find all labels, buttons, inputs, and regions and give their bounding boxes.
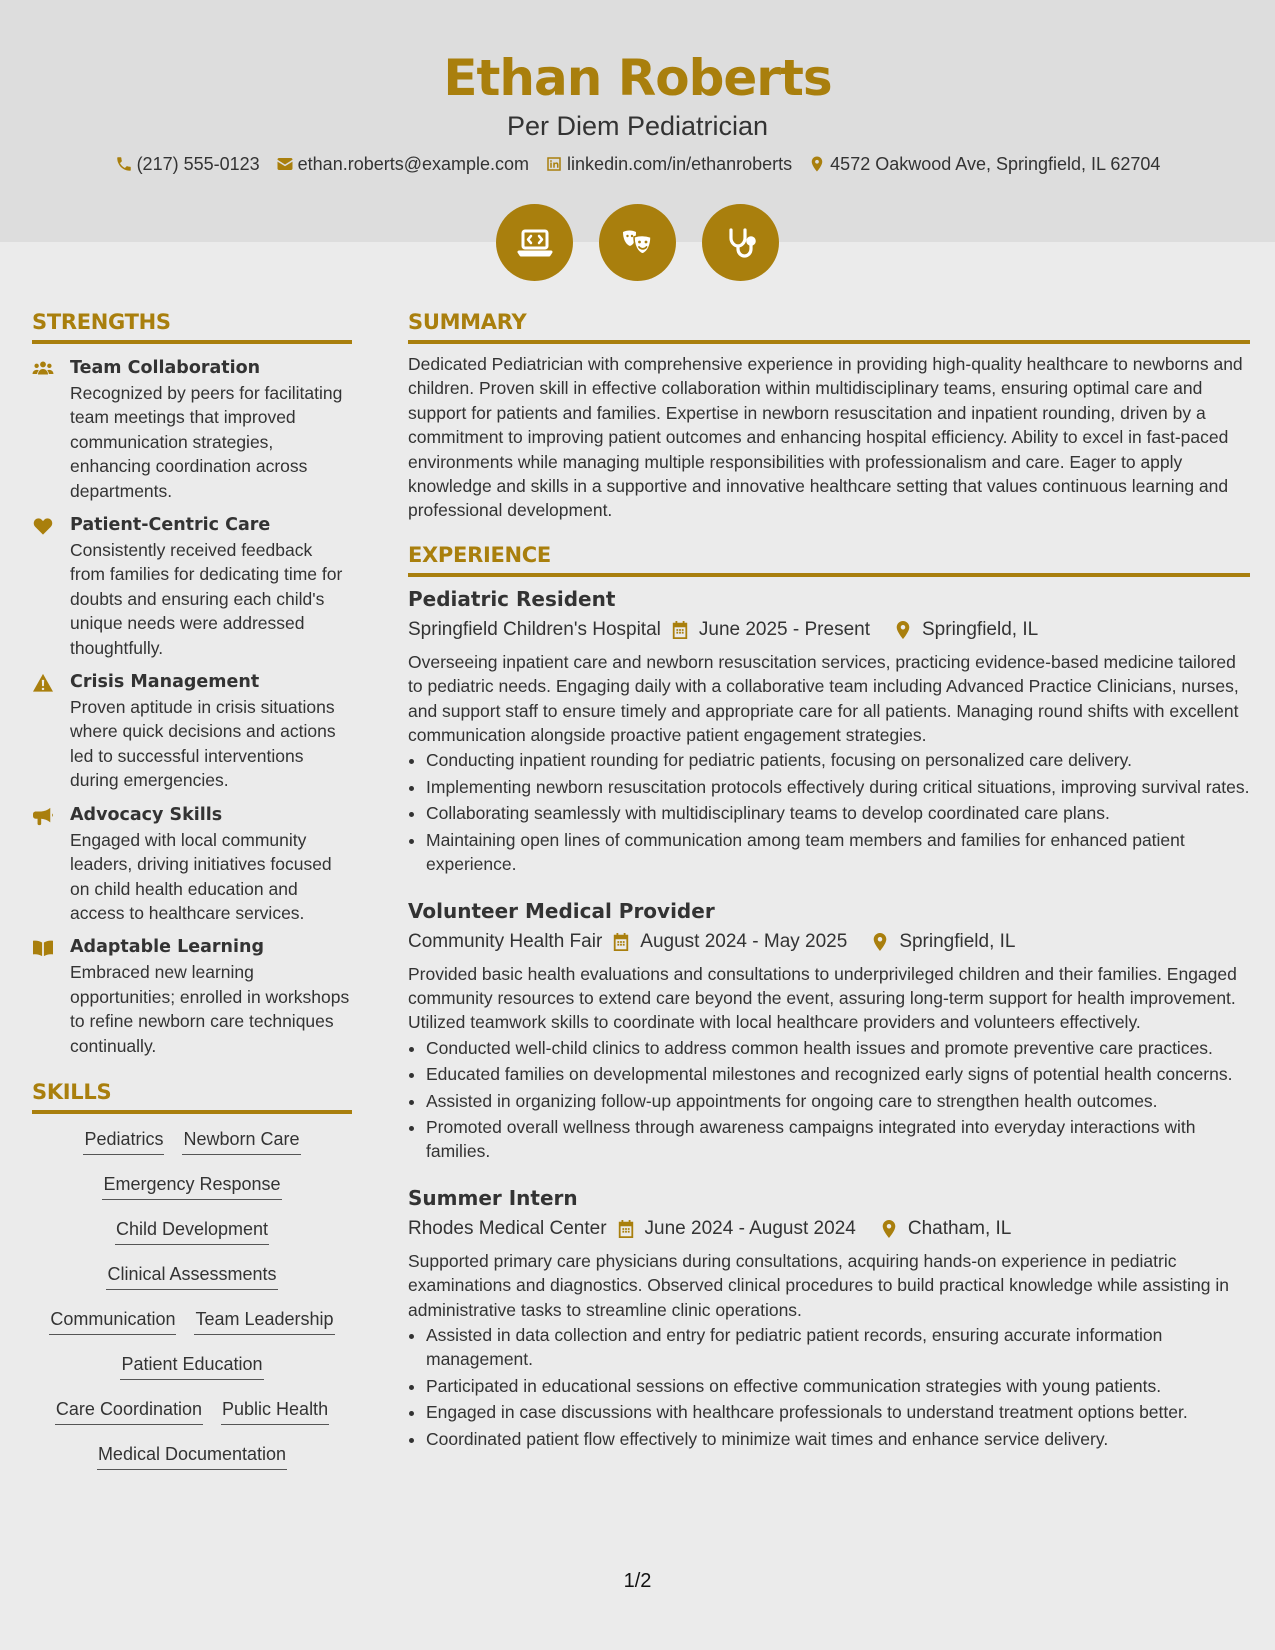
- job-bullet: • Educated families on developmental milestones and recognized early signs of potential health concerns.: [426, 1062, 1250, 1086]
- summary-text: Dedicated Pediatrician with comprehensive experience in providing high-quality healthcare to newborns and children. Proven skill in effective collaboration within multidisciplinary teams, ensuring optimal care and support for patients and families. Expertise in newborn resuscitation and inpatient rounding, driven by a commitment to improving patient outcomes and enhancing hospital efficiency. Ability to excel in fast-paced environments while managing multiple responsibilities with professionalism and care. Eager to apply knowledge and skills in a supportive and innovative healthcare setting that values continuous learning and professional development.: [408, 354, 1243, 521]
- job-org: Community Health Fair: [408, 930, 603, 952]
- strength-item: [32, 803, 352, 926]
- linkedin-icon: [545, 155, 563, 173]
- job-dates: August 2024 - May 2025: [640, 930, 848, 952]
- contact-email[interactable]: [276, 151, 529, 177]
- job-meta: [408, 928, 1250, 956]
- theater-masks-icon: [618, 223, 658, 263]
- job-description: Supported primary care physicians during consultations, acquiring hands-on experience in pediatric examinations and diagnostics. Observed clinical procedures to build practical knowledge while assisting in administrative tasks to streamline clinic operations.: [408, 1250, 1229, 1320]
- skill-tag: Clinical Assessments: [106, 1261, 277, 1290]
- job-bullet: • Collaborating seamlessly with multidisciplinary teams to develop coordinated care plans.: [426, 801, 1250, 825]
- phone-icon: [115, 155, 133, 173]
- contact-phone-text: (217) 555-0123: [136, 154, 260, 174]
- stethoscope-badge: [702, 204, 779, 281]
- contact-address-text: 4572 Oakwood Ave, Springfield, IL 62704: [830, 154, 1161, 174]
- strengths-heading: STRENGTHS: [32, 308, 352, 344]
- left-column: [32, 308, 352, 1470]
- skill-tag: Newborn Care: [182, 1126, 300, 1155]
- envelope-icon: [276, 155, 294, 173]
- job-bullet: • Engaged in case discussions with healthcare professionals to understand treatment options better.: [426, 1400, 1250, 1424]
- skill-tag: Care Coordination: [55, 1396, 203, 1425]
- skill-tag: Communication: [49, 1306, 176, 1335]
- calendar-icon: [617, 1219, 635, 1239]
- strengths-list: [32, 356, 352, 1058]
- map-pin-icon: [894, 620, 912, 640]
- candidate-title: Per Diem Pediatrician: [506, 111, 769, 141]
- contact-bar: [0, 151, 1275, 177]
- job-location: Springfield, IL: [922, 618, 1039, 640]
- job-bullet: • Participated in educational sessions on effective communication strategies with young patients.: [426, 1374, 1250, 1398]
- contact-address: [808, 151, 1160, 177]
- laptop-code-icon: [515, 223, 555, 263]
- skill-tag: Emergency Response: [102, 1171, 281, 1200]
- contact-linkedin[interactable]: [545, 151, 792, 177]
- strength-item: [32, 670, 352, 793]
- stethoscope-icon: [721, 223, 761, 263]
- contact-linkedin-text: linkedin.com/in/ethanroberts: [567, 154, 793, 174]
- job-bullet: • Assisted in organizing follow-up appointments for ongoing care to strengthen health outcomes.: [426, 1089, 1250, 1113]
- job-role: Volunteer Medical Provider: [408, 898, 715, 923]
- skills-list: [32, 1126, 352, 1470]
- calendar-icon: [612, 932, 630, 952]
- icon-badges: [0, 204, 1275, 281]
- strength-item: [32, 356, 352, 503]
- book-icon: [32, 938, 54, 958]
- map-pin-icon: [880, 1219, 898, 1239]
- strength-title: Adaptable Learning: [70, 937, 264, 958]
- theater-masks-badge: [599, 204, 676, 281]
- job-meta: [408, 616, 1250, 644]
- right-column: [408, 308, 1250, 1453]
- job-dates: June 2025 - Present: [698, 618, 870, 640]
- skill-tag: Team Leadership: [194, 1306, 334, 1335]
- strength-title: Patient-Centric Care: [70, 515, 271, 536]
- job-bullet: • Coordinated patient flow effectively to minimize wait times and enhance service delivery.: [426, 1427, 1250, 1451]
- job-role: Summer Intern: [408, 1185, 578, 1210]
- strength-item: [32, 513, 352, 660]
- candidate-name: Ethan Roberts: [443, 49, 832, 107]
- job-dates: June 2024 - August 2024: [644, 1217, 856, 1239]
- skill-tag: Child Development: [115, 1216, 269, 1245]
- strength-item: [32, 935, 352, 1058]
- job-description: Provided basic health evaluations and consultations to underprivileged children and their families. Engaged community resources to extend care beyond the event, assuring long-term support for health improvement. Utilized teamwork skills to coordinate with local healthcare providers and volunteers effectively.: [408, 963, 1237, 1033]
- job-bullet: • Conducting inpatient rounding for pediatric patients, focusing on personalized care delivery.: [426, 748, 1250, 772]
- strength-title: Crisis Management: [70, 672, 260, 693]
- job-entry: [408, 1184, 1250, 1451]
- skills-heading: SKILLS: [32, 1078, 352, 1114]
- skill-tag: Pediatrics: [83, 1126, 164, 1155]
- strength-desc: Engaged with local community leaders, driving initiatives focused on child health education and access to healthcare services.: [70, 829, 332, 923]
- laptop-code-badge: [496, 204, 573, 281]
- strength-title: Advocacy Skills: [70, 804, 223, 825]
- heart-icon: [32, 516, 54, 536]
- page-number: 1/2: [623, 1570, 652, 1592]
- job-entry: [408, 585, 1250, 877]
- warning-icon: [32, 673, 54, 693]
- job-location: Springfield, IL: [899, 930, 1016, 952]
- job-bullets: [408, 748, 1250, 876]
- contact-email-text: ethan.roberts@example.com: [297, 154, 530, 174]
- job-bullets: [408, 1036, 1250, 1164]
- contact-phone[interactable]: [115, 151, 260, 177]
- strength-title: Team Collaboration: [70, 358, 261, 378]
- job-bullet: • Conducted well-child clinics to address common health issues and promote preventive care practices.: [426, 1036, 1250, 1060]
- strength-desc: Proven aptitude in crisis situations where quick decisions and actions led to successful interventions during emergencies.: [70, 697, 336, 791]
- job-location: Chatham, IL: [907, 1217, 1012, 1239]
- job-bullet: • Promoted overall wellness through awareness campaigns integrated into everyday interactions with families.: [426, 1115, 1250, 1164]
- job-bullet: • Assisted in data collection and entry for pediatric patient records, ensuring accurate information management.: [426, 1323, 1250, 1372]
- summary-heading: SUMMARY: [408, 308, 1250, 344]
- job-description: Overseeing inpatient care and newborn resuscitation services, practicing evidence-based medicine tailored to pediatric needs. Engaging daily with a collaborative team including Advanced Practice Clinicians, nurses, and support staff to ensure timely and appropriate care for all patients. Managing round shifts with excellent communication alongside proactive patient engagement strategies.: [408, 651, 1239, 746]
- job-bullet: • Implementing newborn resuscitation protocols effectively during critical situations, improving survival rates.: [426, 775, 1250, 799]
- megaphone-icon: [32, 806, 54, 826]
- users-icon: [32, 359, 54, 379]
- job-org: Rhodes Medical Center: [408, 1217, 607, 1239]
- experience-heading: EXPERIENCE: [408, 541, 1250, 577]
- map-pin-icon: [808, 155, 826, 173]
- job-entry: [408, 897, 1250, 1164]
- strength-desc: Consistently received feedback from families for dedicating time for doubts and ensuring each child's unique needs were addressed thoughtfully.: [70, 540, 343, 658]
- strength-desc: Recognized by peers for facilitating team meetings that improved communication strategies, enhancing coordination across departments.: [70, 383, 343, 501]
- job-bullets: [408, 1323, 1250, 1451]
- job-org: Springfield Children's Hospital: [408, 618, 661, 640]
- strength-desc: Embraced new learning opportunities; enrolled in workshops to refine newborn care techniques continually.: [70, 962, 350, 1056]
- job-meta: [408, 1215, 1250, 1243]
- skill-tag: Patient Education: [120, 1351, 263, 1380]
- job-role: Pediatric Resident: [408, 586, 616, 611]
- skill-tag: Public Health: [221, 1396, 329, 1425]
- skill-tag: Medical Documentation: [97, 1441, 287, 1470]
- calendar-icon: [671, 620, 689, 640]
- job-bullet: • Maintaining open lines of communication among team members and families for enhanced patient experience.: [426, 828, 1250, 877]
- map-pin-icon: [871, 932, 889, 952]
